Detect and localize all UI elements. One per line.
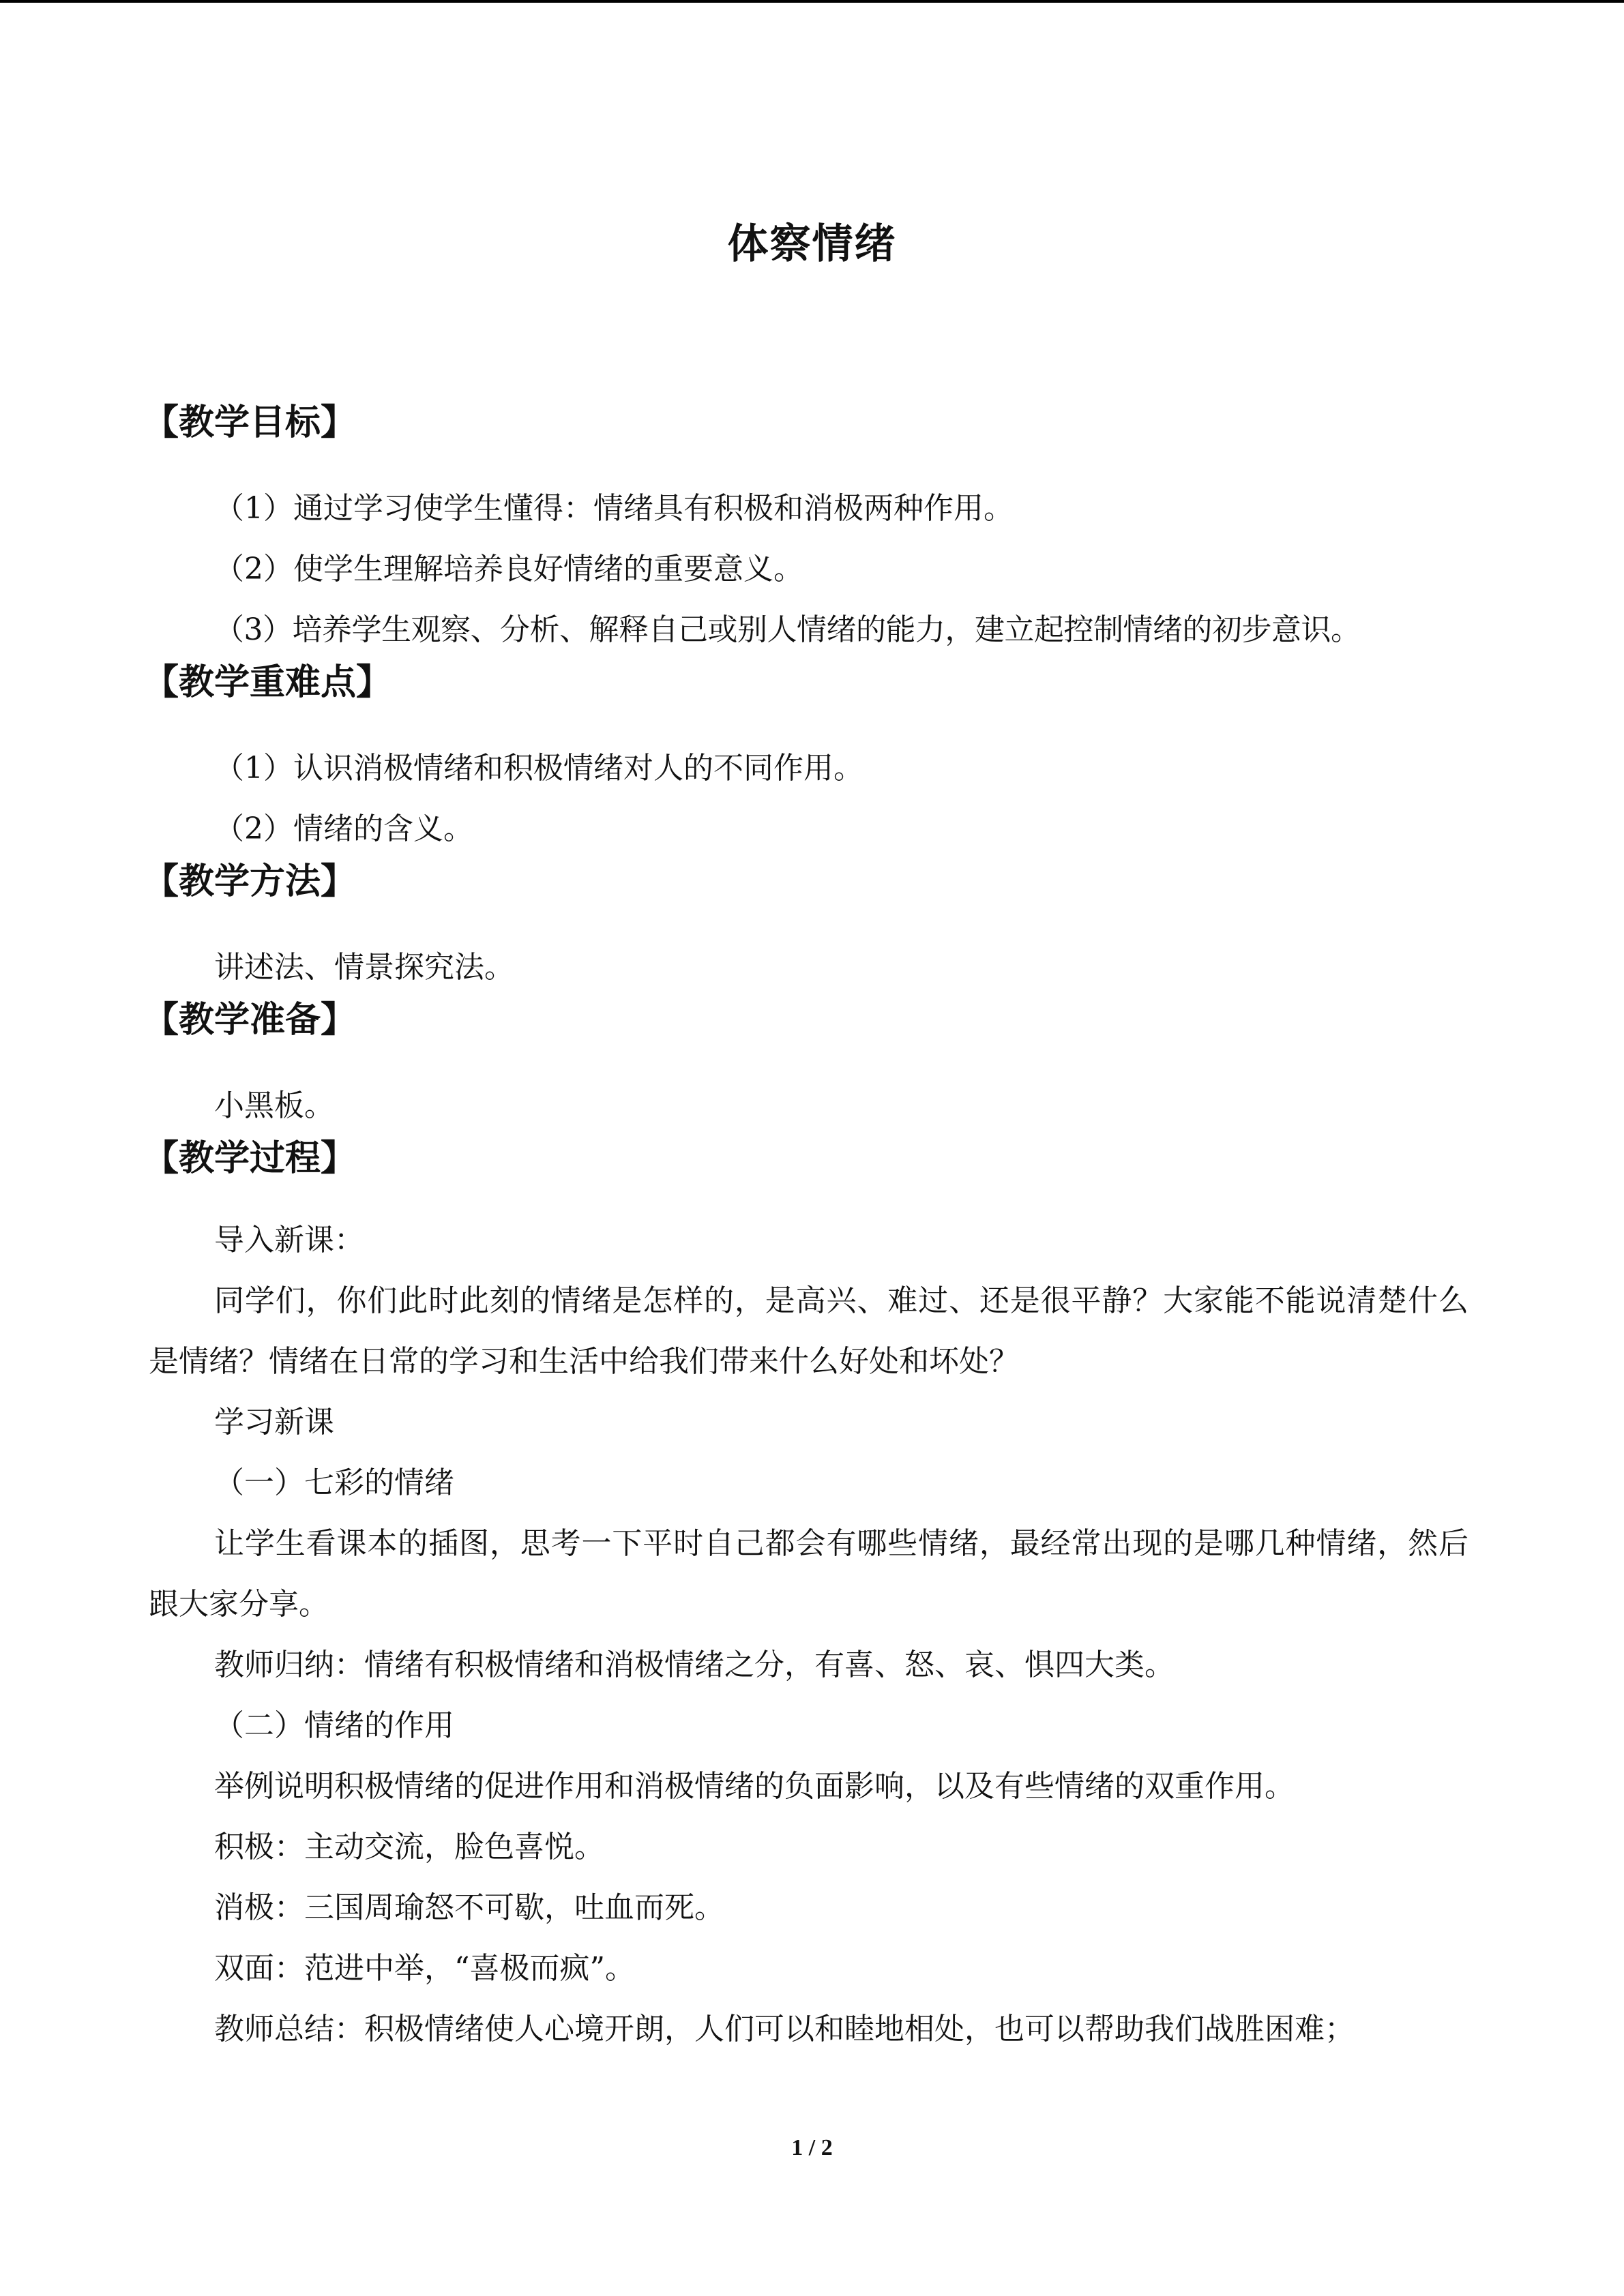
paragraph: 消极：三国周瑜怒不可歇，吐血而死。 [214,1890,724,1925]
section-heading: 【教学过程】 [143,1137,357,1179]
section-heading: 【教学重难点】 [143,661,392,703]
paragraph: 导入新课： [214,1223,364,1257]
paragraph: （1）通过学习使学生懂得：情绪具有积极和消极两种作用。 [214,491,1014,526]
paragraph: 同学们，你们此时此刻的情绪是怎样的，是高兴、难过、还是很平静？大家能不能说清楚什么是情绪？情绪在日常的学习和生活中给我们带来什么好处和坏处？ [149,1283,1468,1379]
section-teaching-goals [143,392,1468,679]
paragraph: （二）情绪的作用 [214,1708,454,1743]
page-number: 1 / 2 [791,2135,833,2160]
section-teaching-process [143,1128,1468,2078]
paragraph: 讲述法、情景探究法。 [214,950,514,985]
paragraph: 举例说明积极情绪的促进作用和消极情绪的负面影响，以及有些情绪的双重作用。 [214,1769,1295,1804]
paragraph: 小黑板。 [214,1088,334,1123]
paragraph: （3）培养学生观察、分析、解释自己或别人情绪的能力，建立起控制情绪的初步意识。 [214,612,1361,647]
page-title: 体察情绪 [727,220,897,268]
section-paragraphs [149,453,1468,679]
paragraph: （2）使学生理解培养良好情绪的重要意义。 [214,552,803,586]
section-heading: 【教学方法】 [143,861,357,902]
section-key-points [143,652,1468,878]
document-body [143,392,1468,2078]
section-heading: 【教学准备】 [143,999,357,1041]
paragraph: 学习新课 [214,1405,334,1440]
paragraph: 教师归纳：情绪有积极情绪和消极情绪之分，有喜、怒、哀、惧四大类。 [214,1648,1175,1682]
section-heading: 【教学目标】 [143,402,357,443]
paragraph: （1）认识消极情绪和积极情绪对人的不同作用。 [214,751,863,786]
paragraph: 积极：主动交流，脸色喜悦。 [214,1830,604,1864]
paragraph: 双面：范进中举，“喜极而疯”。 [214,1951,635,1986]
paragraph: 让学生看课本的插图，思考一下平时自己都会有哪些情绪，最经常出现的是哪几种情绪，然后跟大家分享。 [149,1526,1468,1622]
section-paragraphs [149,1189,1468,2078]
paragraph: 教师总结：积极情绪使人心境开朗，人们可以和睦地相处，也可以帮助我们战胜困难； [214,2012,1355,2046]
paragraph: （一）七彩的情绪 [214,1465,454,1500]
paragraph: （2）情绪的含义。 [214,811,473,846]
